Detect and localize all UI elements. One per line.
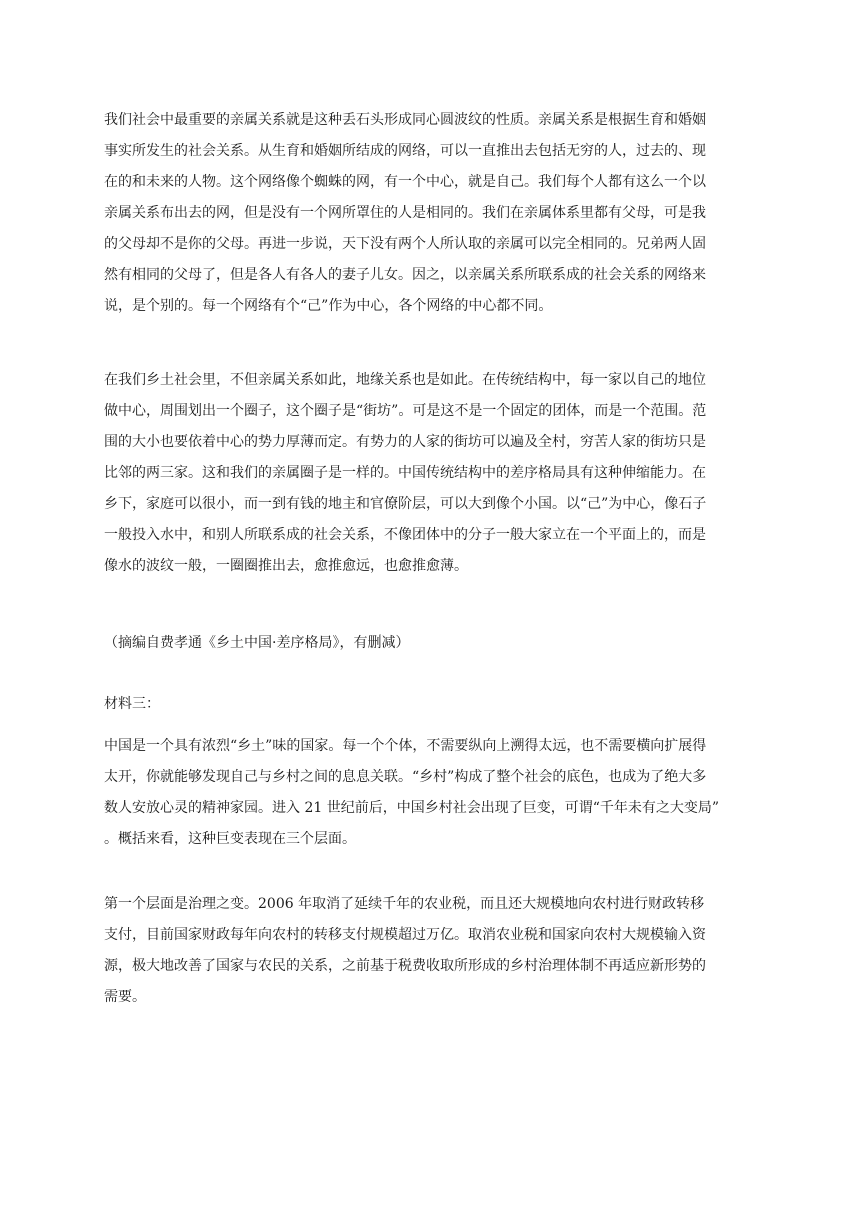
text-line: 支付，目前国家财政每年向农村的转移支付规模超过万亿。取消农业税和国家向农村大规模输入资 bbox=[104, 927, 706, 943]
text-line: 像水的波纹一般，一圈圈推出去，愈推愈远，也愈推愈薄。 bbox=[104, 558, 468, 574]
paragraph-governance-change bbox=[104, 889, 764, 1013]
text-line: 我们社会中最重要的亲属关系就是这种丢石头形成同心圆波纹的性质。亲属关系是根据生育和婚姻 bbox=[104, 112, 706, 128]
text-line: 做中心，周围划出一个圈子，这个圈子是“街坊”。可是这不是一个固定的团体，而是一个范围。范 bbox=[104, 403, 707, 419]
paragraph-geographic-relations bbox=[104, 365, 764, 582]
text-line: 材料三： bbox=[104, 696, 160, 712]
text-line: 围的大小也要依着中心的势力厚薄而定。有势力的人家的街坊可以遍及全村，穷苦人家的街坊只是 bbox=[104, 434, 706, 450]
text-line: 事实所发生的社会关系。从生育和婚姻所结成的网络，可以一直推出去包括无穷的人，过去的、现 bbox=[104, 143, 706, 159]
text-line: 亲属关系布出去的网，但是没有一个网所罩住的人是相同的。我们在亲属体系里都有父母，可是我 bbox=[104, 205, 706, 221]
text-line: 中国是一个具有浓烈“乡土”味的国家。每一个个体，不需要纵向上溯得太远，也不需要横向扩展得 bbox=[104, 738, 707, 754]
text-line: 源，极大地改善了国家与农民的关系，之前基于税费收取所形成的乡村治理体制不再适应新形势的 bbox=[104, 958, 706, 974]
paragraph-kinship-network bbox=[104, 105, 764, 322]
text-line: 说，是个别的。每一个网络有个“己”作为中心，各个网络的中心都不同。 bbox=[104, 298, 553, 314]
text-line: 太开，你就能够发现自己与乡村之间的息息关联。“乡村”构成了整个社会的底色，也成为了绝大多 bbox=[104, 769, 707, 785]
text-line: 比邻的两三家。这和我们的亲属圈子是一样的。中国传统结构中的差序格局具有这种伸缩能力。在 bbox=[104, 465, 706, 481]
text-line: 乡下，家庭可以很小，而一到有钱的地主和官僚阶层，可以大到像个小国。以“己”为中心，像石子 bbox=[104, 496, 707, 512]
text-line: 。概括来看，这种巨变表现在三个层面。 bbox=[104, 831, 356, 847]
section-heading-material-three bbox=[104, 689, 764, 720]
text-line: 需要。 bbox=[104, 989, 146, 1005]
text-line: 数人安放心灵的精神家园。进入 21 世纪前后，中国乡村社会出现了巨变，可谓“千年未有之大变局” bbox=[104, 800, 720, 816]
text-line: 然有相同的父母了，但是各人有各人的妻子儿女。因之，以亲属关系所联系成的社会关系的网络来 bbox=[104, 267, 706, 283]
source-citation bbox=[104, 628, 764, 659]
text-line: 在我们乡土社会里，不但亲属关系如此，地缘关系也是如此。在传统结构中，每一家以自己的地位 bbox=[104, 372, 706, 388]
text-line: 在的和未来的人物。这个网络像个蜘蛛的网，有一个中心，就是自己。我们每个人都有这么一个以 bbox=[104, 174, 706, 190]
text-line: 一般投入水中，和别人所联系成的社会关系，不像团体中的分子一般大家立在一个平面上的，而是 bbox=[104, 527, 706, 543]
text-line: 第一个层面是治理之变。2006 年取消了延续千年的农业税，而且还大规模地向农村进行财政转移 bbox=[104, 896, 705, 912]
paragraph-rural-china bbox=[104, 731, 764, 855]
text-line: （摘编自费孝通《乡土中国·差序格局》，有删减） bbox=[104, 635, 410, 651]
text-line: 的父母却不是你的父母。再进一步说，天下没有两个人所认取的亲属可以完全相同的。兄弟两人固 bbox=[104, 236, 706, 252]
